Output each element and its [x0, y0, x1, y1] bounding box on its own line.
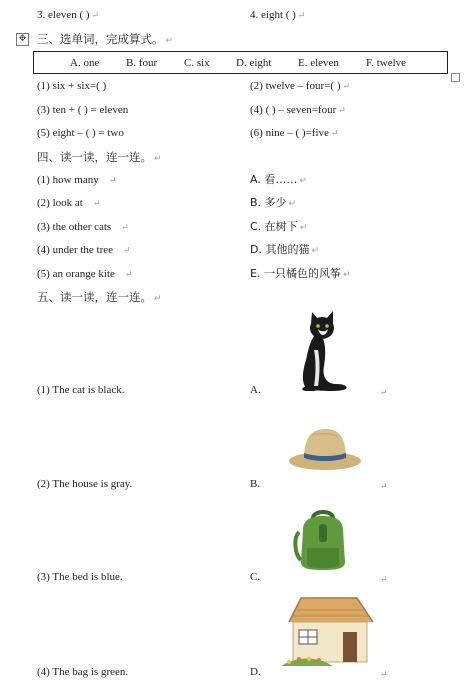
item-3: 3. eleven ( ) ↵: [37, 9, 100, 21]
return-mark: ↵: [380, 574, 388, 584]
phrase-4: (4) under the tree ↵: [37, 244, 131, 256]
cat-icon: [292, 310, 350, 392]
letter-c: C.: [250, 571, 261, 583]
sentence-2: (2) The house is gray.: [37, 478, 133, 490]
sentence-3: (3) The bed is blue.: [37, 571, 123, 583]
problem-2: (2) twelve – four=( ) ↵: [250, 80, 351, 92]
return-mark: ↵: [380, 481, 388, 491]
item-4: 4. eight ( ) ↵: [250, 9, 306, 21]
meaning-e: E. 一只橘色的风筝 ↵: [250, 267, 351, 280]
option-c: C. six: [184, 57, 210, 69]
problem-5: (5) eight – ( ) = two: [37, 127, 124, 139]
section4-title: 四、读一读，连一连。 ↵: [37, 150, 162, 164]
section5-title: 五、读一读，连一连。 ↵: [37, 290, 162, 304]
problem-1: (1) six + six=( ): [37, 80, 107, 92]
letter-d: D.: [250, 666, 261, 678]
problem-3: (3) ten + ( ) = eleven: [37, 104, 129, 116]
sentence-4: (4) The bag is green.: [37, 666, 129, 678]
return-mark: ↵: [380, 669, 388, 679]
hat-icon: [288, 425, 362, 471]
option-e: E. eleven: [298, 57, 339, 69]
options-box: [33, 51, 448, 74]
problem-4: (4) ( ) – seven=four ↵: [250, 104, 346, 116]
sentence-1: (1) The cat is black.: [37, 384, 125, 396]
section3-title: 三、选单词，完成算式。 ↵: [37, 32, 174, 46]
meaning-b: B. 多少 ↵: [250, 196, 297, 209]
meaning-c: C. 在树下 ↵: [250, 220, 308, 233]
backpack-icon: [293, 508, 353, 570]
meaning-a: A. 看…… ↵: [250, 173, 307, 186]
phrase-2: (2) look at ↵: [37, 197, 101, 209]
letter-b: B.: [250, 478, 261, 490]
letter-a: A.: [250, 384, 261, 396]
option-f: F. twelve: [366, 57, 407, 69]
phrase-1: (1) how many ↵: [37, 174, 117, 186]
house-icon: [277, 592, 379, 678]
meaning-d: D. 其他的猫 ↵: [250, 243, 320, 256]
return-mark: ↵: [380, 387, 388, 397]
phrase-3: (3) the other cats ↵: [37, 221, 129, 233]
option-d: D. eight: [236, 57, 272, 69]
table-resize-handle[interactable]: [451, 73, 460, 82]
option-b: B. four: [126, 57, 158, 69]
option-a: A. one: [70, 57, 100, 69]
phrase-5: (5) an orange kite ↵: [37, 268, 133, 280]
table-move-handle-icon[interactable]: ✥: [16, 33, 29, 46]
problem-6: (6) nine – ( )=five ↵: [250, 127, 339, 139]
